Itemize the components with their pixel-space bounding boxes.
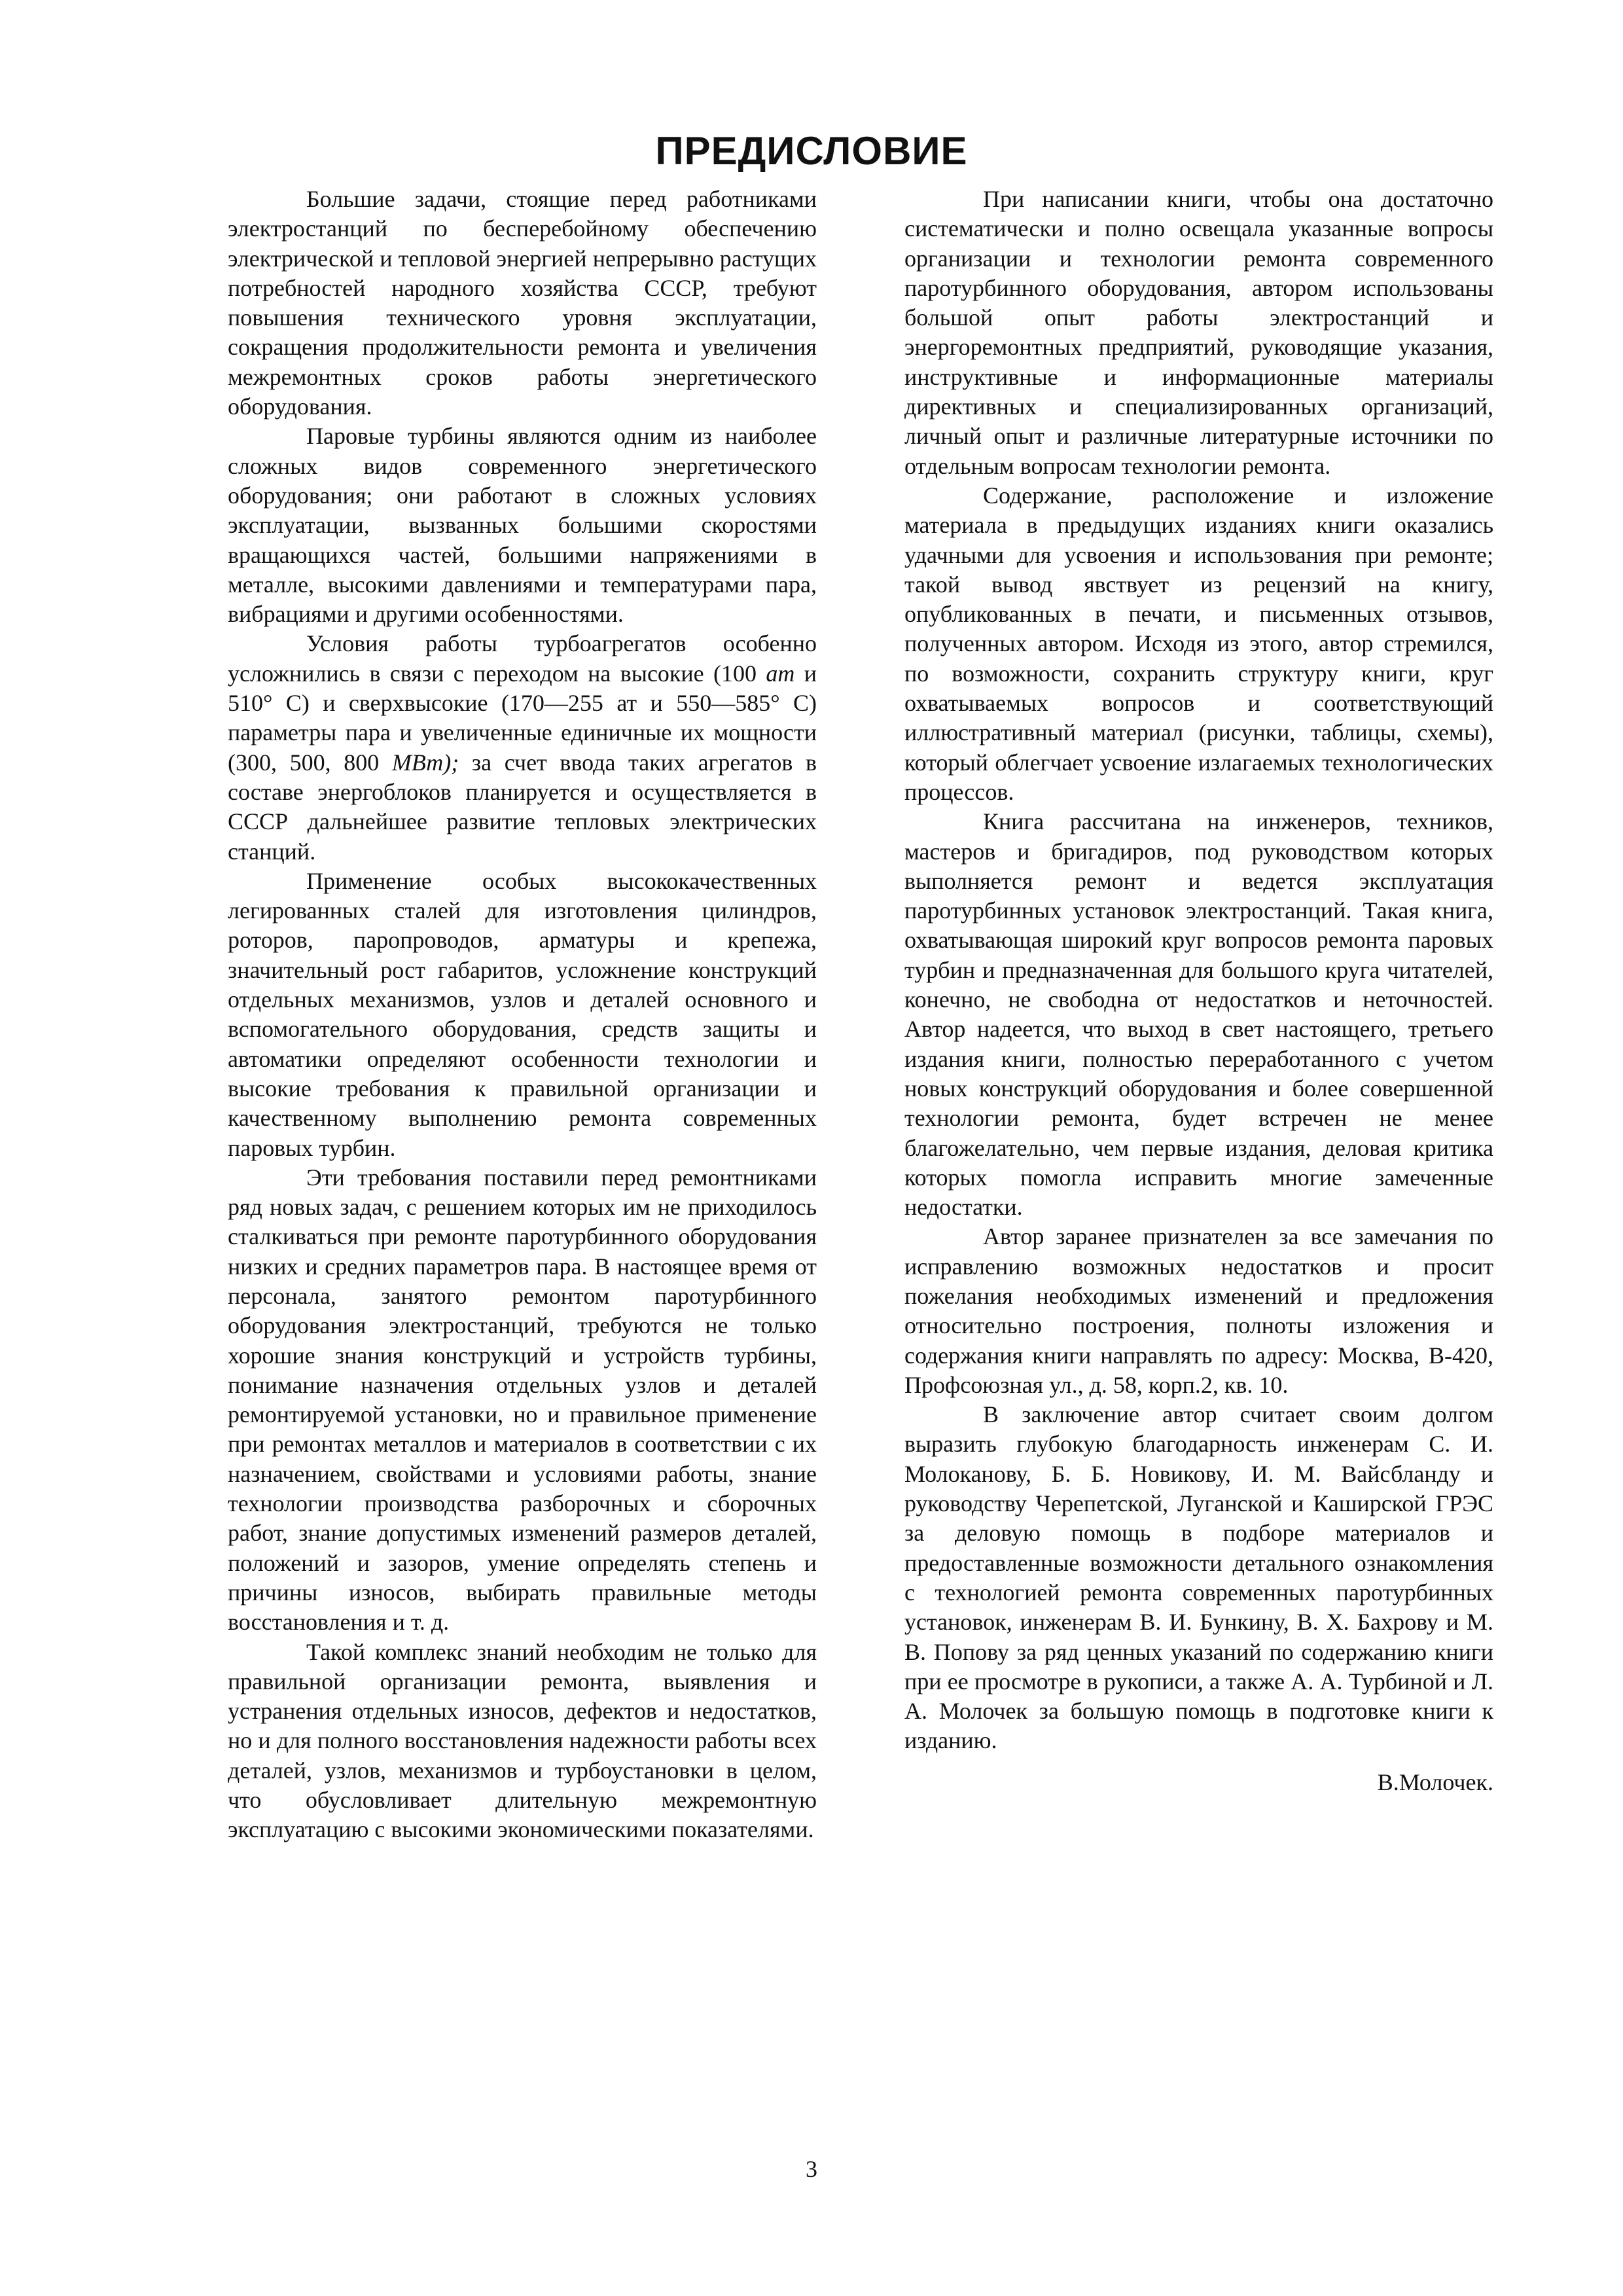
text-run: Условия работы турбоагрегатов особенно усложнились в связи с переходом на высокие (100	[228, 630, 817, 687]
paragraph: Такой комплекс знаний необходим не только для правильной организации ремонта, выявления и устранения отдельных износов, дефектов и недостатков, но и для полного восстановления надежности работы всех деталей, узлов, механизмов и турбоустановки в целом, что обусловливает длительную межремонтную эксплуатацию с высокими экономическими показателями.	[228, 1638, 817, 1843]
paragraph: Большие задачи, стоящие перед работниками электростанций по бесперебойному обеспечению электрической и тепловой энергией непрерывно растущих потребностей народного хозяйства СССР, требуют повышения технического уровня эксплуатации, сокращения продолжительности ремонта и увеличения межремонтных сроков работы энергетического оборудования.	[228, 186, 817, 420]
paragraph: Книга рассчитана на инженеров, техников, мастеров и бригадиров, под руководством которых выполняется ремонт и ведется эксплуатация паротурбинных установок электростанций. Такая книга, охватывающая широкий круг вопросов ремонта паровых турбин и предназначенная для большого круга читателей, конечно, не свободна от недостатков и неточностей. Автор надеется, что выход в свет настоящего, третьего издания книги, полностью переработанного с учетом новых конструкций оборудования и более совершенной технологии ремонта, будет встречен не менее благожелательно, чем первые издания, деловая критика которых помогла исправить многие замеченные недостатки.	[904, 808, 1493, 1221]
paragraph: Эти требования поставили перед ремонтниками ряд новых задач, с решением которых им не приходилось сталкиваться при ремонте паротурбинного оборудования низких и средних параметров пара. В настоящее время от персонала, занятого ремонтом паротурбинного оборудования электростанций, требуются не только хорошие знания конструкций и устройств турбины, понимание назначения отдельных узлов и деталей ремонтируемой установки, но и правильное применение при ремонтах металлов и материалов в соответствии с их назначением, свойствами и условиями работы, знание технологии производства разборочных и сборочных работ, знание допустимых изменений размеров деталей, положений и зазоров, умение определять степень и причины износов, выбирать правильные методы восстановления и т. д.	[228, 1164, 817, 1636]
paragraph: При написании книги, чтобы она достаточно систематически и полно освещала указанные вопросы организации и технологии ремонта современного паротурбинного оборудования, автором использованы большой опыт работы электростанций и энергоремонтных предприятий, руководящие указания, инструктивные и информационные материалы директивных и специализированных организаций, личный опыт и различные литературные источники по отдельным вопросам технологии ремонта.	[904, 186, 1493, 479]
paragraph: Автор заранее признателен за все замечания по исправлению возможных недостатков и просит пожелания необходимых изменений и предложения относительно построения, полноты изложения и содержания книги направлять по адресу: Москва, В-420, Профсоюзная ул., д. 58, корп.2, кв. 10.	[904, 1223, 1493, 1398]
paragraph: Содержание, расположение и изложение материала в предыдущих изданиях книги оказались удачными для усвоения и использования при ремонте; такой вывод явствует из рецензий на книгу, опубликованных в печати, и письменных отзывов, полученных автором. Исходя из этого, автор стремился, по возможности, сохранить структуру книги, круг охватываемых вопросов и соответствующий иллюстративный материал (рисунки, таблицы, схемы), который облегчает усвоение излагаемых технологических процессов.	[904, 482, 1493, 805]
paragraph: В заключение автор считает своим долгом выразить глубокую благодарность инженерам С. И. Молоканову, Б. Б. Новикову, И. М. Вайсбланду и руководству Черепетской, Луганской и Каширской ГРЭС за деловую помощь в подборе материалов и предоставленные возможности детального ознакомления с технологией ремонта современных паротурбинных установок, инженерам В. И. Бункину, В. Х. Бахрову и М. В. Попову за ряд ценных указаний по содержанию книги при ее просмотре в рукописи, а также А. А. Турбиной и Л. А. Молочек за большую помощь в подготовке книги к изданию.	[904, 1401, 1493, 1754]
page-title: ПРЕДИСЛОВИЕ	[655, 129, 968, 173]
paragraph: Паровые турбины являются одним из наиболее сложных видов современного энергетического оборудования; они работают в сложных условиях эксплуатации, вызванных большими скоростями вращающихся частей, большими напряжениями в металле, высокими давлениями и температурами пара, вибрациями и другими особенностями.	[228, 423, 817, 628]
text-run: за счет ввода таких агрегатов в составе энергоблоков планируется и осуществляется в СССР дальнейшее развитие тепловых электрических станций.	[228, 749, 817, 865]
unit-italic: ат	[766, 660, 795, 687]
author-signature: В.Молочек.	[1377, 1768, 1493, 1795]
unit-italic: МВт);	[391, 749, 459, 776]
left-column	[228, 185, 817, 1845]
text-run: и 510° С) и сверхвысокие (170—255 ат и 550—585° С) параметры пара и увеличенные единичные их мощности (300, 500, 800	[228, 660, 817, 776]
page-number: 3	[806, 2156, 817, 2182]
right-column	[904, 185, 1493, 1797]
paragraph: Применение особых высококачественных легированных сталей для изготовления цилиндров, роторов, паропроводов, арматуры и крепежа, значительный рост габаритов, усложнение конструкций отдельных механизмов, узлов и деталей основного и вспомогательного оборудования, средств защиты и автоматики определяют особенности технологии и высокие требования к правильной организации и качественному выполнению ремонта современных паровых турбин.	[228, 867, 817, 1161]
paragraph	[228, 629, 817, 866]
